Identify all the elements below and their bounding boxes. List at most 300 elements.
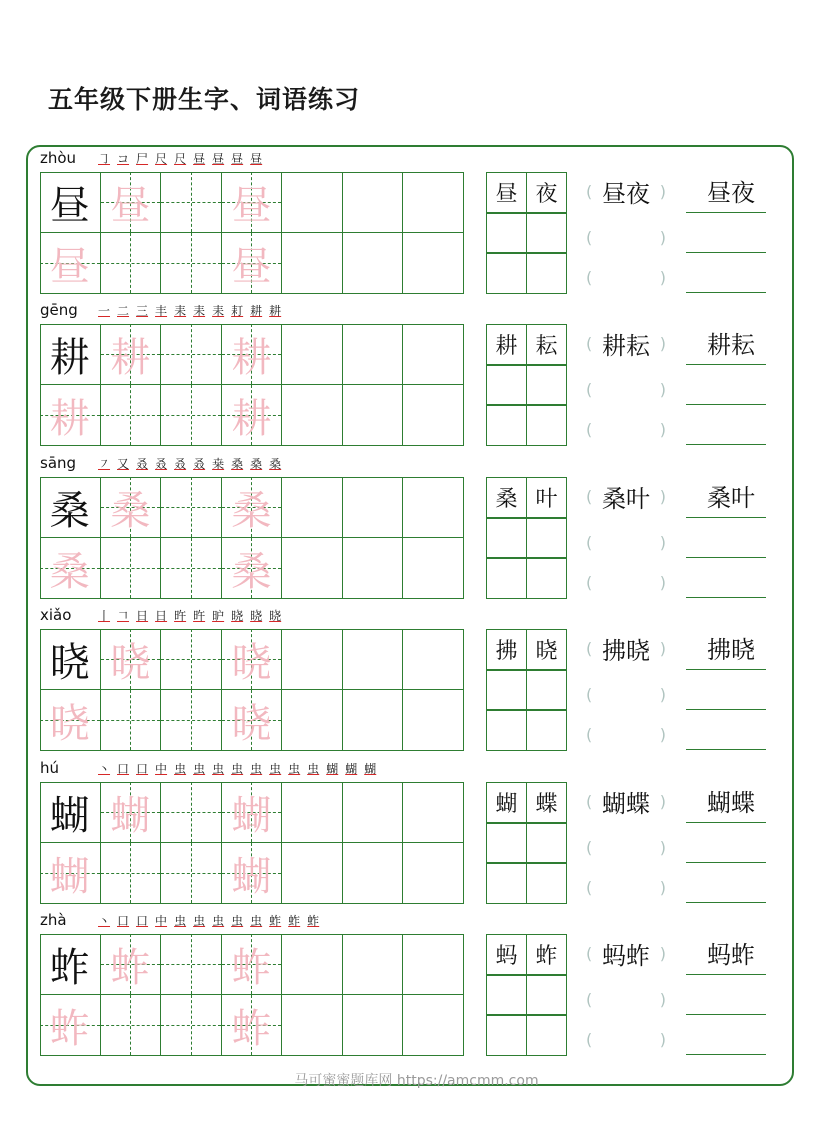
practice-row: [40, 300, 780, 452]
stroke-order: [98, 607, 288, 624]
writing-cell[interactable]: [343, 934, 404, 995]
paren-close: ): [659, 379, 666, 399]
writing-cell[interactable]: [343, 233, 404, 294]
trace-character: 蚱: [49, 1005, 90, 1052]
stroke-step: コ: [117, 151, 130, 166]
word-cell[interactable]: [486, 975, 527, 1016]
writing-cell[interactable]: [40, 782, 101, 843]
paren-close: ): [659, 419, 666, 439]
word-character: 晓: [535, 638, 558, 664]
stroke-step: 蚱: [288, 913, 301, 928]
word-cell[interactable]: [526, 1015, 567, 1056]
writing-underline[interactable]: [686, 1014, 766, 1015]
word-cell[interactable]: [526, 823, 567, 864]
writing-cell[interactable]: [222, 934, 283, 995]
stroke-step: 丶: [98, 913, 111, 928]
pinyin-stroke-line: [40, 758, 383, 778]
stroke-step: 叒: [155, 456, 168, 471]
answer-paren-line[interactable]: [586, 527, 666, 557]
word-cell[interactable]: [486, 782, 527, 823]
guide-dash: [161, 1025, 221, 1026]
writing-grid: [40, 934, 464, 1056]
stroke-step: 昼: [193, 151, 206, 166]
writing-cell[interactable]: [40, 233, 101, 294]
word-cell[interactable]: [486, 324, 527, 365]
paren-word: 拂晓: [602, 636, 650, 665]
writing-underline[interactable]: [686, 709, 766, 710]
writing-cell[interactable]: [40, 934, 101, 995]
model-character: 蝴: [49, 792, 90, 839]
writing-cell[interactable]: [282, 172, 343, 233]
paren-open: (: [586, 877, 593, 897]
word-cell[interactable]: [526, 253, 567, 294]
writing-cell[interactable]: [161, 477, 222, 538]
word-character: 夜: [535, 181, 558, 207]
word-cell[interactable]: [486, 934, 527, 975]
word-cell[interactable]: [486, 518, 527, 559]
word-cell[interactable]: [486, 629, 527, 670]
pinyin-label: zhòu: [40, 149, 77, 167]
word-cell[interactable]: [526, 710, 567, 751]
paren-close: ): [659, 532, 666, 552]
paren-close: ): [659, 943, 666, 963]
writing-cell[interactable]: [222, 995, 283, 1056]
pinyin-stroke-line: [40, 910, 326, 930]
paren-close: ): [659, 181, 666, 201]
word-cell[interactable]: [526, 629, 567, 670]
answer-paren-line[interactable]: [586, 374, 666, 404]
writing-underline[interactable]: [686, 252, 766, 253]
model-character: 耕: [49, 334, 90, 381]
paren-close: ): [659, 724, 666, 744]
writing-cell[interactable]: [161, 538, 222, 599]
word-character: 蚱: [535, 943, 558, 969]
word-grid: [486, 629, 568, 751]
stroke-step: 一: [98, 303, 111, 318]
paren-open: (: [586, 943, 593, 963]
writing-cell[interactable]: [161, 782, 222, 843]
word-cell[interactable]: [526, 213, 567, 254]
word-cell[interactable]: [486, 710, 527, 751]
word-cell[interactable]: [526, 782, 567, 823]
stroke-step: 耒: [212, 303, 225, 318]
writing-cell[interactable]: [40, 477, 101, 538]
practice-row: [40, 453, 780, 605]
writing-cell[interactable]: [222, 629, 283, 690]
writing-cell[interactable]: [403, 538, 464, 599]
word-character: 拂: [495, 638, 518, 664]
writing-underline[interactable]: [686, 404, 766, 405]
stroke-step: 叒: [174, 456, 187, 471]
paren-close: ): [659, 267, 666, 287]
writing-cell[interactable]: [161, 843, 222, 904]
word-cell[interactable]: [526, 558, 567, 599]
writing-cell[interactable]: [282, 385, 343, 446]
word-character: 桑: [495, 486, 518, 512]
copy-line-column: [686, 477, 766, 599]
trace-character: 蝴: [110, 792, 151, 839]
word-cell[interactable]: [486, 863, 527, 904]
word-cell[interactable]: [526, 975, 567, 1016]
writing-underline[interactable]: [686, 862, 766, 863]
stroke-step: 耕: [250, 303, 263, 318]
writing-cell[interactable]: [403, 629, 464, 690]
writing-cell[interactable]: [40, 385, 101, 446]
writing-cell[interactable]: [101, 995, 162, 1056]
writing-cell[interactable]: [101, 172, 162, 233]
pinyin-label: xiǎo: [40, 606, 72, 624]
writing-cell[interactable]: [222, 690, 283, 751]
trace-character: 昼: [231, 243, 272, 290]
writing-cell[interactable]: [282, 934, 343, 995]
pinyin-stroke-line: [40, 605, 288, 625]
writing-cell[interactable]: [40, 172, 101, 233]
paren-close: ): [659, 638, 666, 658]
word-cell[interactable]: [526, 518, 567, 559]
writing-cell[interactable]: [282, 538, 343, 599]
answer-paren-line[interactable]: [586, 719, 666, 749]
writing-underline[interactable]: [686, 749, 766, 750]
paren-close: ): [659, 333, 666, 353]
writing-cell[interactable]: [161, 934, 222, 995]
copy-word: 拂晓: [707, 636, 755, 664]
copy-word: 昼夜: [707, 179, 755, 207]
writing-underline[interactable]: [686, 557, 766, 558]
answer-paren-line[interactable]: [586, 1024, 666, 1054]
stroke-step: 叒: [136, 456, 149, 471]
writing-underline[interactable]: [686, 902, 766, 903]
answer-paren-line[interactable]: [586, 176, 666, 206]
paren-open: (: [586, 638, 593, 658]
copy-line-column: [686, 782, 766, 904]
stroke-step: 又: [117, 456, 130, 471]
writing-cell[interactable]: [40, 690, 101, 751]
answer-paren-line[interactable]: [586, 786, 666, 816]
paren-open: (: [586, 419, 593, 439]
writing-cell[interactable]: [403, 934, 464, 995]
trace-character: 昼: [110, 182, 151, 229]
word-character: 叶: [535, 486, 558, 512]
trace-character: 昼: [49, 243, 90, 290]
writing-cell[interactable]: [161, 385, 222, 446]
writing-cell[interactable]: [40, 629, 101, 690]
paren-word: 桑叶: [602, 484, 650, 513]
stroke-step: 昼: [231, 151, 244, 166]
paren-open: (: [586, 532, 593, 552]
writing-cell[interactable]: [40, 995, 101, 1056]
writing-cell[interactable]: [222, 843, 283, 904]
practice-row: [40, 148, 780, 300]
pinyin-answer-column: [586, 934, 666, 1056]
writing-cell[interactable]: [161, 629, 222, 690]
word-character: 蝴: [495, 791, 518, 817]
guide-dash: [161, 964, 221, 965]
stroke-step: 耕: [269, 303, 282, 318]
word-cell[interactable]: [486, 213, 527, 254]
writing-cell[interactable]: [343, 782, 404, 843]
paren-close: ): [659, 486, 666, 506]
paren-open: (: [586, 227, 593, 247]
paren-open: (: [586, 379, 593, 399]
guide-dash: [101, 1025, 161, 1026]
pinyin-label: hú: [40, 759, 60, 777]
writing-underline[interactable]: [686, 974, 766, 975]
model-character: 昼: [49, 182, 90, 229]
pinyin-answer-column: [586, 782, 666, 904]
writing-underline[interactable]: [686, 292, 766, 293]
writing-cell[interactable]: [403, 324, 464, 385]
writing-cell[interactable]: [343, 843, 404, 904]
writing-cell[interactable]: [101, 843, 162, 904]
writing-cell[interactable]: [282, 995, 343, 1056]
writing-cell[interactable]: [343, 477, 404, 538]
paren-open: (: [586, 684, 593, 704]
writing-cell[interactable]: [403, 690, 464, 751]
stroke-step: 蚱: [307, 913, 320, 928]
stroke-step: 尺: [174, 151, 187, 166]
word-cell[interactable]: [486, 477, 527, 518]
paren-word: 蚂蚱: [602, 941, 650, 970]
writing-cell[interactable]: [222, 233, 283, 294]
writing-underline[interactable]: [686, 212, 766, 213]
writing-cell[interactable]: [101, 477, 162, 538]
word-grid: [486, 782, 568, 904]
writing-cell[interactable]: [161, 995, 222, 1056]
word-cell[interactable]: [486, 365, 527, 406]
stroke-step: 昈: [212, 608, 225, 623]
word-cell[interactable]: [486, 558, 527, 599]
writing-cell[interactable]: [101, 233, 162, 294]
pinyin-answer-column: [586, 629, 666, 751]
stroke-order: [98, 760, 383, 777]
word-character: 蚂: [495, 943, 518, 969]
writing-cell[interactable]: [40, 538, 101, 599]
paren-close: ): [659, 572, 666, 592]
writing-cell[interactable]: [40, 843, 101, 904]
answer-paren-line[interactable]: [586, 414, 666, 444]
answer-paren-line[interactable]: [586, 262, 666, 292]
paren-open: (: [586, 572, 593, 592]
paren-open: (: [586, 486, 593, 506]
stroke-order: [98, 912, 326, 929]
stroke-step: 日: [136, 608, 149, 623]
answer-paren-line[interactable]: [586, 872, 666, 902]
trace-character: 晓: [49, 700, 90, 747]
footer-watermark: 马可蜜蜜题库网 https://amcmm.com: [294, 1073, 539, 1089]
writing-cell[interactable]: [101, 782, 162, 843]
answer-paren-line[interactable]: [586, 567, 666, 597]
writing-grid: [40, 782, 464, 904]
guide-dash: [101, 568, 161, 569]
writing-cell[interactable]: [101, 324, 162, 385]
stroke-step: 虫: [174, 761, 187, 776]
answer-paren-line[interactable]: [586, 984, 666, 1014]
stroke-step: 虫: [212, 913, 225, 928]
stroke-step: 口: [117, 761, 130, 776]
writing-cell[interactable]: [403, 233, 464, 294]
writing-grid: [40, 172, 464, 294]
stroke-step: 丶: [98, 761, 111, 776]
writing-cell[interactable]: [161, 690, 222, 751]
model-character: 蚱: [49, 944, 90, 991]
paren-close: ): [659, 989, 666, 1009]
writing-cell[interactable]: [222, 172, 283, 233]
word-cell[interactable]: [486, 253, 527, 294]
stroke-step: 日: [155, 608, 168, 623]
word-cell[interactable]: [526, 172, 567, 213]
word-cell[interactable]: [526, 324, 567, 365]
writing-cell[interactable]: [161, 233, 222, 294]
paren-close: ): [659, 791, 666, 811]
copy-word: 桑叶: [707, 484, 755, 512]
word-character: 耕: [495, 333, 518, 359]
stroke-step: 桑: [250, 456, 263, 471]
paren-close: ): [659, 227, 666, 247]
answer-paren-line[interactable]: [586, 832, 666, 862]
writing-cell[interactable]: [282, 233, 343, 294]
writing-cell[interactable]: [282, 690, 343, 751]
word-cell[interactable]: [486, 1015, 527, 1056]
stroke-step: 晓: [231, 608, 244, 623]
writing-cell[interactable]: [222, 782, 283, 843]
stroke-step: 耒: [174, 303, 187, 318]
guide-dash: [101, 415, 161, 416]
writing-cell[interactable]: [343, 995, 404, 1056]
word-cell[interactable]: [526, 934, 567, 975]
writing-cell[interactable]: [343, 324, 404, 385]
word-cell[interactable]: [486, 405, 527, 446]
stroke-order: [98, 455, 288, 472]
paren-open: (: [586, 837, 593, 857]
answer-paren-line[interactable]: [586, 679, 666, 709]
word-cell[interactable]: [526, 670, 567, 711]
trace-character: 桑: [49, 548, 90, 595]
guide-dash: [161, 507, 221, 508]
writing-cell[interactable]: [403, 172, 464, 233]
answer-paren-line[interactable]: [586, 938, 666, 968]
writing-cell[interactable]: [101, 690, 162, 751]
word-character: 蝶: [535, 791, 558, 817]
trace-character: 晓: [231, 700, 272, 747]
writing-cell[interactable]: [343, 629, 404, 690]
writing-underline[interactable]: [686, 517, 766, 518]
pinyin-answer-column: [586, 477, 666, 599]
paren-open: (: [586, 1029, 593, 1049]
practice-row: [40, 758, 780, 910]
answer-paren-line[interactable]: [586, 222, 666, 252]
paren-word: 耕耘: [602, 331, 650, 360]
writing-cell[interactable]: [282, 843, 343, 904]
pinyin-stroke-line: [40, 453, 288, 473]
writing-cell[interactable]: [282, 629, 343, 690]
writing-cell[interactable]: [222, 385, 283, 446]
writing-cell[interactable]: [403, 782, 464, 843]
stroke-step: 尺: [155, 151, 168, 166]
trace-character: 桑: [110, 487, 151, 534]
word-grid: [486, 172, 568, 294]
copy-line-column: [686, 172, 766, 294]
answer-paren-line[interactable]: [586, 633, 666, 663]
guide-dash: [101, 720, 161, 721]
stroke-step: 虫: [212, 761, 225, 776]
writing-cell[interactable]: [403, 385, 464, 446]
word-cell[interactable]: [486, 823, 527, 864]
guide-dash: [161, 202, 221, 203]
stroke-step: 虫: [269, 761, 282, 776]
word-cell[interactable]: [526, 365, 567, 406]
writing-cell[interactable]: [282, 477, 343, 538]
paren-word: 蝴蝶: [602, 789, 650, 818]
guide-dash: [161, 568, 221, 569]
stroke-step: 丨: [98, 608, 111, 623]
paren-close: ): [659, 1029, 666, 1049]
writing-cell[interactable]: [101, 385, 162, 446]
writing-cell[interactable]: [101, 629, 162, 690]
trace-character: 耕: [49, 395, 90, 442]
writing-underline[interactable]: [686, 597, 766, 598]
writing-cell[interactable]: [222, 477, 283, 538]
writing-cell[interactable]: [403, 843, 464, 904]
pinyin-label: zhà: [40, 911, 67, 929]
writing-cell[interactable]: [343, 690, 404, 751]
writing-cell[interactable]: [161, 172, 222, 233]
writing-cell[interactable]: [101, 934, 162, 995]
trace-character: 耕: [231, 395, 272, 442]
writing-underline[interactable]: [686, 669, 766, 670]
pinyin-answer-column: [586, 172, 666, 294]
writing-cell[interactable]: [222, 324, 283, 385]
writing-cell[interactable]: [282, 782, 343, 843]
trace-character: 晓: [110, 639, 151, 686]
paren-close: ): [659, 877, 666, 897]
practice-row: [40, 605, 780, 757]
word-cell[interactable]: [486, 670, 527, 711]
stroke-step: 耒: [193, 303, 206, 318]
stroke-step: 二: [117, 303, 130, 318]
word-cell[interactable]: [526, 477, 567, 518]
word-cell[interactable]: [526, 863, 567, 904]
writing-cell[interactable]: [403, 477, 464, 538]
pinyin-stroke-line: [40, 300, 288, 320]
paren-open: (: [586, 724, 593, 744]
pinyin-stroke-line: [40, 148, 269, 168]
answer-paren-line[interactable]: [586, 481, 666, 511]
trace-character: 桑: [231, 487, 272, 534]
writing-underline[interactable]: [686, 1054, 766, 1055]
writing-cell[interactable]: [343, 538, 404, 599]
guide-dash: [161, 873, 221, 874]
writing-cell[interactable]: [40, 324, 101, 385]
writing-cell[interactable]: [343, 172, 404, 233]
writing-underline[interactable]: [686, 822, 766, 823]
writing-cell[interactable]: [101, 538, 162, 599]
trace-character: 蝴: [49, 853, 90, 900]
word-cell[interactable]: [486, 172, 527, 213]
copy-line-column: [686, 934, 766, 1056]
word-cell[interactable]: [526, 405, 567, 446]
writing-underline[interactable]: [686, 364, 766, 365]
writing-cell[interactable]: [222, 538, 283, 599]
writing-underline[interactable]: [686, 444, 766, 445]
writing-cell[interactable]: [343, 385, 404, 446]
writing-cell[interactable]: [161, 324, 222, 385]
writing-cell[interactable]: [403, 995, 464, 1056]
answer-paren-line[interactable]: [586, 328, 666, 358]
paren-close: ): [659, 684, 666, 704]
paren-open: (: [586, 333, 593, 353]
model-character: 桑: [49, 487, 90, 534]
writing-cell[interactable]: [282, 324, 343, 385]
